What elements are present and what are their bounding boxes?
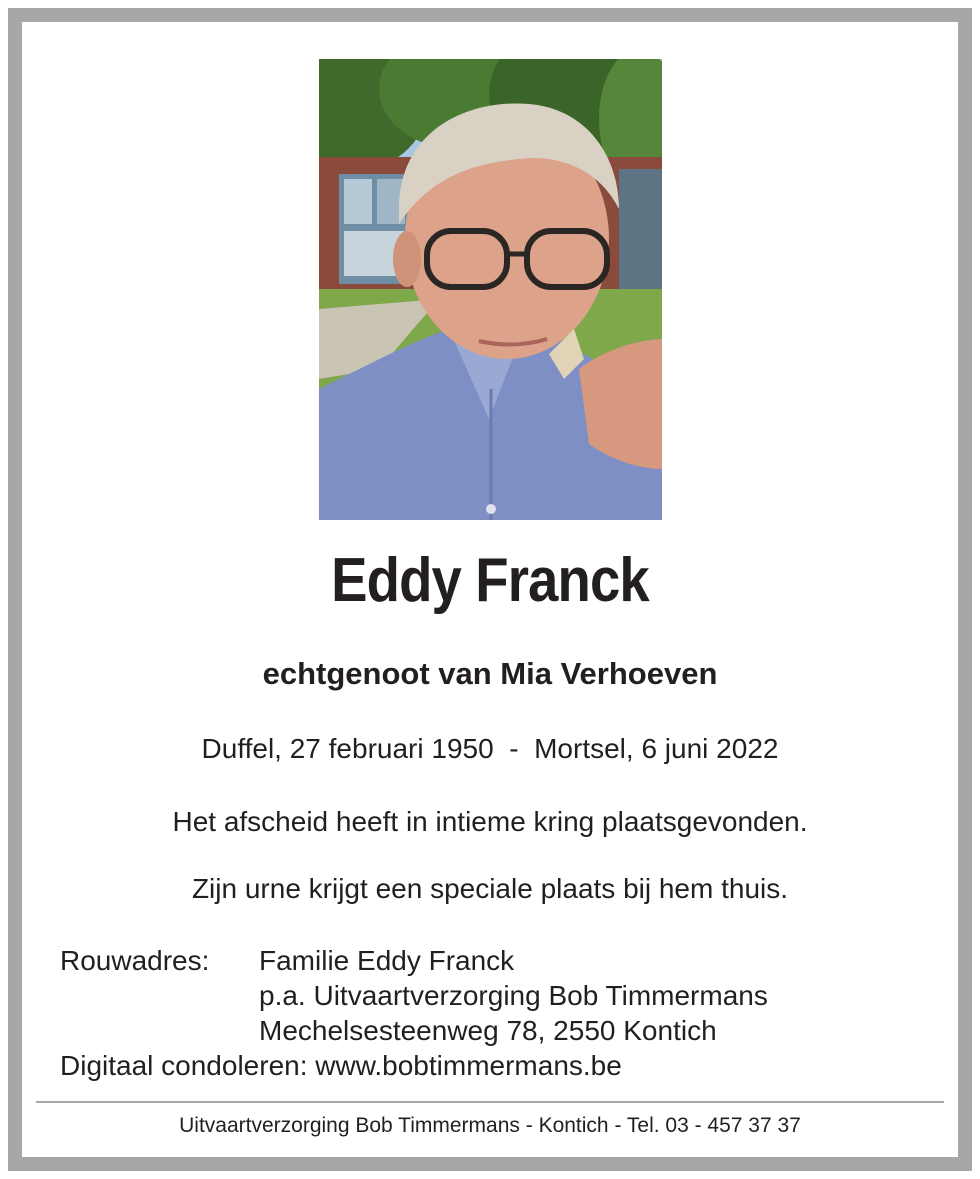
footer-divider <box>36 1101 944 1103</box>
address-label: Rouwadres: <box>60 945 210 976</box>
address-line-2: p.a. Uitvaartverzorging Bob Timmermans <box>259 980 768 1011</box>
portrait-photo <box>319 59 662 520</box>
address-line-1: Familie Eddy Franck <box>259 945 515 976</box>
birth-death-dates: Duffel, 27 februari 1950 - Mortsel, 6 juni 2022 <box>201 733 779 764</box>
urn-text: Zijn urne krijgt een speciale plaats bij hem thuis. <box>191 873 789 904</box>
farewell-text: Het afscheid heeft in intieme kring plaatsgevonden. <box>172 806 808 837</box>
address-line-3: Mechelsesteenweg 78, 2550 Kontich <box>259 1015 717 1046</box>
funeral-home-footer: Uitvaartverzorging Bob Timmermans - Kontich - Tel. 03 - 457 37 37 <box>179 1114 801 1137</box>
spouse-line: echtgenoot van Mia Verhoeven <box>262 656 718 691</box>
condolence-line: Digitaal condoleren: www.bobtimmermans.be <box>60 1050 622 1081</box>
deceased-name: Eddy Franck <box>331 546 649 615</box>
